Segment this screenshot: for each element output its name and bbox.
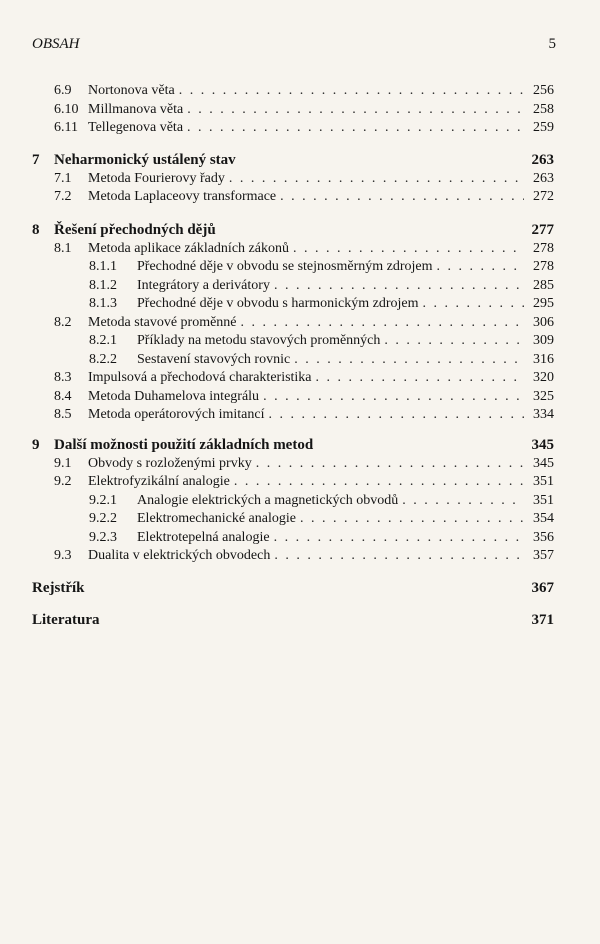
entry-page: 278 [533, 259, 554, 274]
entry-number: 8.1 [54, 241, 72, 256]
entry-title: Impulsová a přechodová charakteristika [88, 370, 312, 385]
entry-number: 9.2.2 [89, 511, 117, 526]
entry-title: Neharmonický ustálený stav [54, 152, 236, 168]
dot-leader [300, 510, 524, 528]
entry-number: 9.2 [54, 474, 72, 489]
dot-leader [229, 170, 524, 188]
toc-entry[interactable] [0, 170, 554, 188]
toc-entry[interactable] [0, 82, 554, 100]
toc-entry[interactable] [0, 547, 554, 565]
entry-title: Tellegenova věta [88, 120, 184, 135]
entry-title: Sestavení stavových rovnic [137, 352, 291, 367]
toc-entry[interactable] [0, 119, 554, 137]
toc-entry[interactable] [0, 101, 554, 119]
entry-title: Přechodné děje v obvodu s harmonickým zdrojem [137, 296, 419, 311]
dot-leader [384, 332, 524, 350]
entry-page: 285 [533, 278, 554, 293]
dot-leader [241, 314, 524, 332]
entry-number: 7.1 [54, 171, 72, 186]
entry-number: 7 [32, 152, 40, 168]
entry-title: Rejstřík [32, 580, 85, 596]
entry-page: 351 [533, 493, 554, 508]
toc-entry[interactable] [0, 295, 554, 313]
toc-chapter[interactable] [0, 151, 554, 169]
entry-number: 6.10 [54, 102, 79, 117]
toc-entry[interactable] [0, 351, 554, 369]
entry-number: 9.3 [54, 548, 72, 563]
dot-leader [256, 455, 524, 473]
page-number: 5 [548, 36, 556, 52]
toc-entry[interactable] [0, 529, 554, 547]
entry-number: 9.1 [54, 456, 72, 471]
entry-page: 367 [531, 580, 554, 596]
entry-title: Další možnosti použití základních metod [54, 437, 314, 453]
entry-number: 8 [32, 222, 40, 238]
toc-entry[interactable] [0, 332, 554, 350]
entry-number: 8.5 [54, 407, 72, 422]
entry-page: 272 [533, 189, 554, 204]
entry-title: Metoda Duhamelova integrálu [88, 389, 260, 404]
entry-number: 8.1.2 [89, 278, 117, 293]
entry-page: 263 [533, 171, 554, 186]
entry-title: Metoda operátorových imitancí [88, 407, 265, 422]
entry-number: 8.2 [54, 315, 72, 330]
toc-appendix[interactable] [0, 611, 554, 629]
entry-title: Obvody s rozloženými prvky [88, 456, 252, 471]
entry-number: 6.11 [54, 120, 78, 135]
entry-page: 354 [533, 511, 554, 526]
toc-entry[interactable] [0, 473, 554, 491]
dot-leader [293, 240, 524, 258]
dot-leader [274, 547, 524, 565]
dot-leader [187, 101, 524, 119]
entry-page: 258 [533, 102, 554, 117]
entry-page: 256 [533, 83, 554, 98]
entry-number: 8.2.1 [89, 333, 117, 348]
entry-title: Metoda stavové proměnné [88, 315, 237, 330]
entry-title: Millmanova věta [88, 102, 184, 117]
entry-page: 316 [533, 352, 554, 367]
toc-entry[interactable] [0, 188, 554, 206]
entry-page: 278 [533, 241, 554, 256]
entry-title: Elektromechanické analogie [137, 511, 296, 526]
entry-title: Nortonova věta [88, 83, 175, 98]
entry-page: 351 [533, 474, 554, 489]
entry-number: 6.9 [54, 83, 72, 98]
entry-page: 345 [531, 437, 554, 453]
entry-number: 8.1.3 [89, 296, 117, 311]
entry-number: 9.2.3 [89, 530, 117, 545]
entry-number: 9 [32, 437, 40, 453]
entry-page: 263 [531, 152, 554, 168]
entry-page: 357 [533, 548, 554, 563]
entry-page: 259 [533, 120, 554, 135]
entry-page: 325 [533, 389, 554, 404]
dot-leader [274, 529, 524, 547]
dot-leader [316, 369, 524, 387]
dot-leader [294, 351, 524, 369]
running-title: OBSAH [32, 36, 80, 52]
entry-number: 8.1.1 [89, 259, 117, 274]
entry-page: 306 [533, 315, 554, 330]
toc-entry[interactable] [0, 240, 554, 258]
dot-leader [263, 388, 524, 406]
toc-entry[interactable] [0, 277, 554, 295]
entry-number: 9.2.1 [89, 493, 117, 508]
entry-title: Metoda Fourierovy řady [88, 171, 225, 186]
entry-number: 8.4 [54, 389, 72, 404]
entry-number: 8.3 [54, 370, 72, 385]
toc-chapter[interactable] [0, 221, 554, 239]
dot-leader [234, 473, 524, 491]
entry-page: 371 [531, 612, 554, 628]
entry-title: Řešení přechodných dějů [54, 222, 216, 238]
dot-leader [269, 406, 525, 424]
entry-page: 334 [533, 407, 554, 422]
toc-entry[interactable] [0, 455, 554, 473]
entry-number: 7.2 [54, 189, 72, 204]
toc-entry[interactable] [0, 369, 554, 387]
toc-entry[interactable] [0, 388, 554, 406]
dot-leader [422, 295, 524, 313]
toc-entry[interactable] [0, 314, 554, 332]
toc-entry[interactable] [0, 510, 554, 528]
dot-leader [274, 277, 524, 295]
entry-page: 345 [533, 456, 554, 471]
entry-page: 295 [533, 296, 554, 311]
entry-page: 320 [533, 370, 554, 385]
dot-leader [436, 258, 524, 276]
entry-title: Metoda aplikace základních zákonů [88, 241, 289, 256]
dot-leader [187, 119, 524, 137]
entry-title: Metoda Laplaceovy transformace [88, 189, 277, 204]
entry-title: Přechodné děje v obvodu se stejnosměrným zdrojem [137, 259, 433, 274]
entry-page: 277 [531, 222, 554, 238]
dot-leader [280, 188, 524, 206]
entry-page: 356 [533, 530, 554, 545]
dot-leader [179, 82, 524, 100]
dot-leader [402, 492, 524, 510]
entry-title: Dualita v elektrických obvodech [88, 548, 271, 563]
toc-entry[interactable] [0, 406, 554, 424]
entry-title: Literatura [32, 612, 100, 628]
entry-title: Elektrotepelná analogie [137, 530, 270, 545]
entry-number: 8.2.2 [89, 352, 117, 367]
toc-entry[interactable] [0, 492, 554, 510]
entry-title: Elektrofyzikální analogie [88, 474, 230, 489]
entry-title: Integrátory a derivátory [137, 278, 270, 293]
entry-title: Příklady na metodu stavových proměnných [137, 333, 381, 348]
toc-appendix[interactable] [0, 579, 554, 597]
entry-title: Analogie elektrických a magnetických obvodů [137, 493, 399, 508]
toc-entry[interactable] [0, 258, 554, 276]
toc-chapter[interactable] [0, 436, 554, 454]
entry-page: 309 [533, 333, 554, 348]
